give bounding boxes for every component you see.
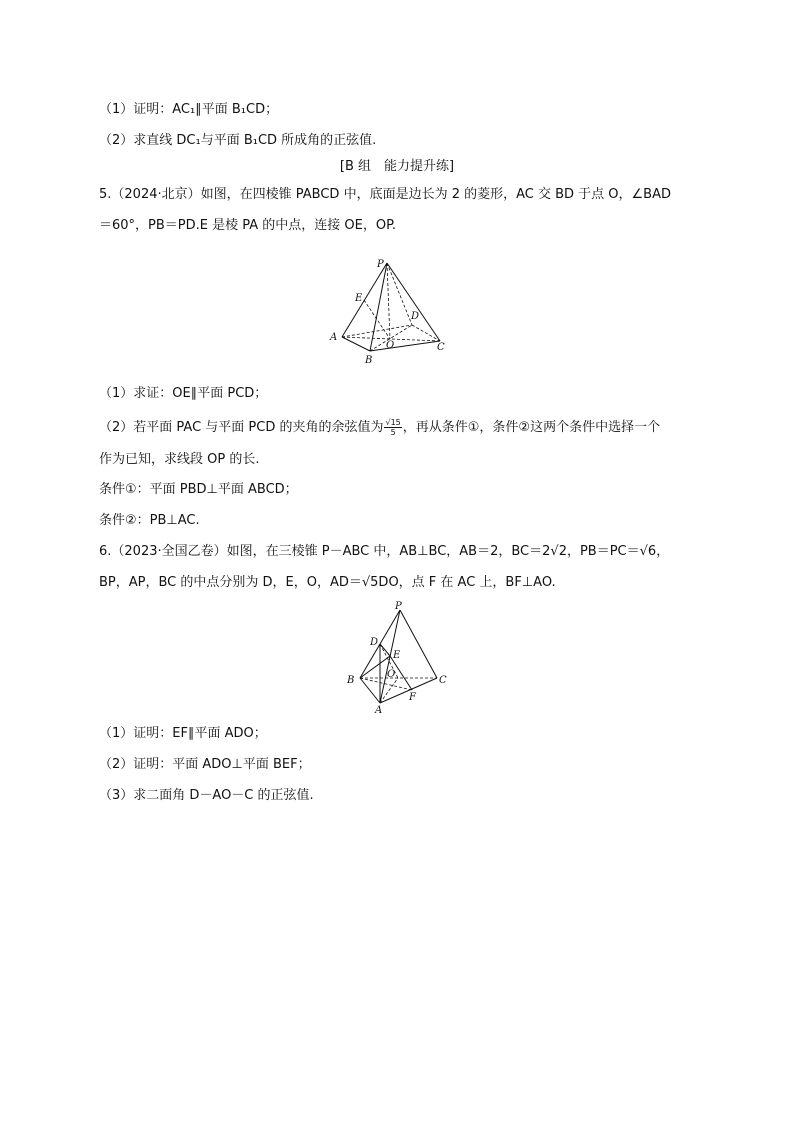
- q6-stem-line1: 6.（2023·全国乙卷）如图，在三棱锥 P－ABC 中，AB⊥BC，AB＝2，BC＝2√2，PB＝PC＝√6，: [99, 544, 670, 559]
- label-c: C: [439, 675, 447, 686]
- fraction-denominator: 5: [390, 428, 396, 437]
- label-e: E: [393, 650, 401, 661]
- segment-be: [360, 656, 390, 678]
- label-a: A: [330, 332, 338, 343]
- fraction-numerator: √15: [385, 418, 401, 427]
- q5-part1: （1）求证：OE∥平面 PCD；: [99, 386, 268, 401]
- q6-part3: （3）求二面角 D－AO－C 的正弦值.: [99, 788, 314, 803]
- label-d: D: [411, 311, 420, 322]
- condition-2: 条件②：PB⊥AC.: [99, 513, 200, 528]
- label-p: P: [377, 259, 384, 270]
- segment-oe: [364, 300, 390, 339]
- q5-part2-post: ，再从条件①，条件②这两个条件中选择一个: [402, 419, 661, 435]
- q6-part1: （1）证明：EF∥平面 ADO；: [99, 726, 267, 741]
- figure-pyramid-pabc: [342, 598, 457, 718]
- label-p: P: [395, 601, 402, 612]
- label-b: B: [347, 675, 355, 686]
- label-a: A: [375, 705, 383, 716]
- q4-part1: （1）证明：AC₁∥平面 B₁CD；: [99, 102, 279, 117]
- edge-pc: [400, 610, 437, 678]
- figure-pyramid-pabcd: [322, 255, 452, 370]
- edge-dc: [412, 325, 440, 341]
- q6-stem-line2: BP，AP，BC 的中点分别为 D，E，O，AD＝√5DO，点 F 在 AC 上，BF⊥AO.: [99, 575, 556, 590]
- q5-stem-line1: 5.（2024·北京）如图，在四棱锥 PABCD 中，底面是边长为 2 的菱形，AC 交 BD 于点 O，∠BAD: [99, 187, 672, 202]
- label-e: E: [355, 293, 363, 304]
- q5-part2-pre: （2）若平面 PAC 与平面 PCD 的夹角的余弦值为: [99, 419, 384, 435]
- label-o: O: [387, 669, 396, 680]
- section-heading: [B 组 能力提升练]: [339, 159, 455, 174]
- fraction: [384, 418, 401, 437]
- edge-ab: [342, 337, 370, 351]
- label-o: O: [386, 340, 395, 351]
- edge-ad: [342, 325, 412, 337]
- label-d: D: [370, 637, 379, 648]
- q6-part2: （2）证明：平面 ADO⊥平面 BEF；: [99, 757, 311, 772]
- q5-part2-line1: [99, 418, 660, 437]
- label-c: C: [437, 342, 445, 353]
- edge-bc: [370, 341, 440, 351]
- label-b: B: [365, 355, 373, 366]
- label-f: F: [409, 692, 416, 703]
- q5-stem-line2: ＝60°，PB＝PD.E 是棱 PA 的中点，连接 OE，OP.: [99, 218, 397, 233]
- q4-part2: （2）求直线 DC₁与平面 B₁CD 所成角的正弦值.: [99, 133, 377, 148]
- segment-po: [387, 263, 390, 339]
- edge-pc: [387, 263, 440, 341]
- q5-part2-line2: 作为已知，求线段 OP 的长.: [99, 452, 260, 467]
- condition-1: 条件①：平面 PBD⊥平面 ABCD；: [99, 482, 298, 497]
